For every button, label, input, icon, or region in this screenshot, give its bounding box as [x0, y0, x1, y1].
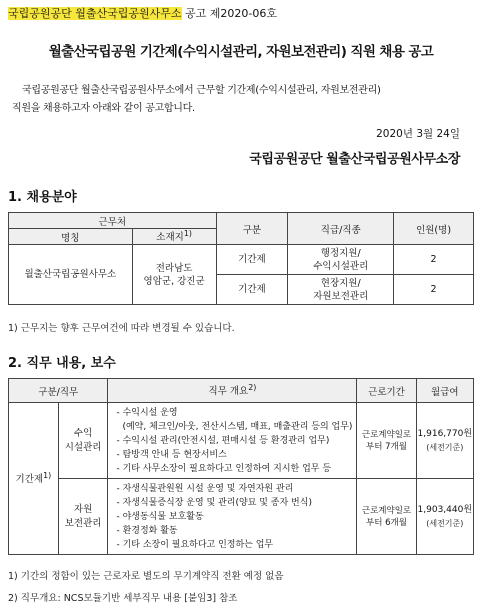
duty-list [108, 479, 357, 555]
duty-item: - 수익시설 관리(안전시설, 편매시설 등 환경관리 업무) [116, 435, 330, 446]
salary-amount: 1,903,440원 [417, 504, 473, 515]
duty-item: - 자생식물증식장 운영 및 관리(양묘 및 종자 번식) [116, 497, 312, 508]
intro-line-1: 국립공원공단 월출산국립공원사무소에서 근무할 기간제(수익시설관리, 자원보전관리) [22, 85, 381, 96]
row-count: 2 [394, 245, 474, 275]
salary-cell [416, 403, 473, 479]
notice-office-highlight: 국립공원공단 월출산국립공원사무소 [8, 7, 182, 20]
row-job: 행정지원/ 수익시설관리 [288, 245, 394, 275]
duty-item: - 탐방객 안내 등 현장서비스 [116, 449, 227, 460]
section-2-title: 2. 직무 내용, 보수 [8, 356, 116, 371]
notice-number: 공고 제2020-06호 [181, 7, 277, 20]
header-location: 소재지$^{1)}$ [132, 229, 216, 245]
section-1-note: 1) 근무지는 향후 근무여건에 따라 변경될 수 있습니다. [8, 323, 235, 334]
duty-item: (예약, 체크인/아웃, 전산시스템, 매표, 매출관리 등의 업무) [122, 421, 353, 432]
page-title: 월출산국립공원 기간제(수익시설관리, 자원보전관리) 직원 채용 공고 [48, 44, 434, 60]
work-period: 근로계약일로 부터 6개월 [357, 479, 416, 555]
intro-paragraph [12, 82, 472, 118]
duty-list [108, 403, 357, 479]
table-row [9, 245, 474, 275]
section-2-note-2: 2) 직무개요: NCS모듈기반 세부직무 내용 [붙임3] 참조 [8, 593, 238, 604]
organization-signature: 국립공원공단 월출산국립공원사무소장 [249, 152, 460, 167]
header-workplace: 근무처 [9, 213, 217, 229]
duty-item: - 수익시설 운영 [116, 407, 178, 418]
header-duty: 직무 개요$^{2)}$ [108, 379, 357, 403]
table-row [9, 479, 474, 555]
job-name: 자원 보전관리 [58, 479, 108, 555]
section-1-title: 1. 채용분야 [8, 190, 77, 205]
header-name: 명칭 [9, 229, 133, 245]
header-category: 구분 [216, 213, 288, 245]
workplace-name: 월출산국립공원사무소 [9, 245, 133, 305]
row-category: 기간제 [216, 275, 288, 305]
job-name: 수익 시설관리 [58, 403, 108, 479]
announcement-date: 2020년 3월 24일 [376, 128, 460, 140]
footnote-marker: 2) [248, 383, 257, 393]
row-job: 현장지원/ 자원보전관리 [288, 275, 394, 305]
workplace-location: 전라남도 영암군, 강진군 [132, 245, 216, 305]
table-header-row [9, 379, 474, 403]
footnote-marker: 1) [43, 471, 52, 481]
salary-basis: (세전기준) [426, 518, 464, 528]
duty-item: - 야생동식물 보호활동 [116, 511, 204, 522]
table-header-row [9, 213, 474, 229]
header-job: 직급/직종 [288, 213, 394, 245]
salary-cell [416, 479, 473, 555]
duty-salary-table [8, 378, 474, 555]
notice-number-line [4, 4, 281, 24]
duty-item: - 기타 사무소장이 필요하다고 인정하여 지시한 업무 등 [116, 463, 332, 474]
table-row [9, 403, 474, 479]
row-category: 기간제 [216, 245, 288, 275]
row-count: 2 [394, 275, 474, 305]
recruitment-field-table [8, 212, 474, 305]
section-2-note-1: 1) 기간의 정함이 있는 근로자로 별도의 무기계약직 전환 예정 없음 [8, 571, 284, 582]
work-period: 근로계약일로 부터 7개월 [357, 403, 416, 479]
header-type: 구분/직무 [9, 379, 108, 403]
header-period: 근로기간 [357, 379, 416, 403]
footnote-marker: 1) [183, 229, 192, 239]
salary-basis: (세전기준) [426, 442, 464, 452]
header-salary: 월급여 [416, 379, 473, 403]
intro-line-2: 직원을 채용하고자 아래와 같이 공고합니다. [12, 103, 195, 114]
salary-amount: 1,916,770원 [417, 428, 473, 439]
group-label: 기간제$^{1)}$ [9, 403, 59, 555]
duty-item: - 자생식물관원원 시설 운영 및 자연자원 관리 [116, 483, 294, 494]
header-count: 인원(명) [394, 213, 474, 245]
duty-item: - 기타 소장이 필요하다고 인정하는 업무 [116, 539, 274, 550]
duty-item: - 환경정화 활동 [116, 525, 178, 536]
